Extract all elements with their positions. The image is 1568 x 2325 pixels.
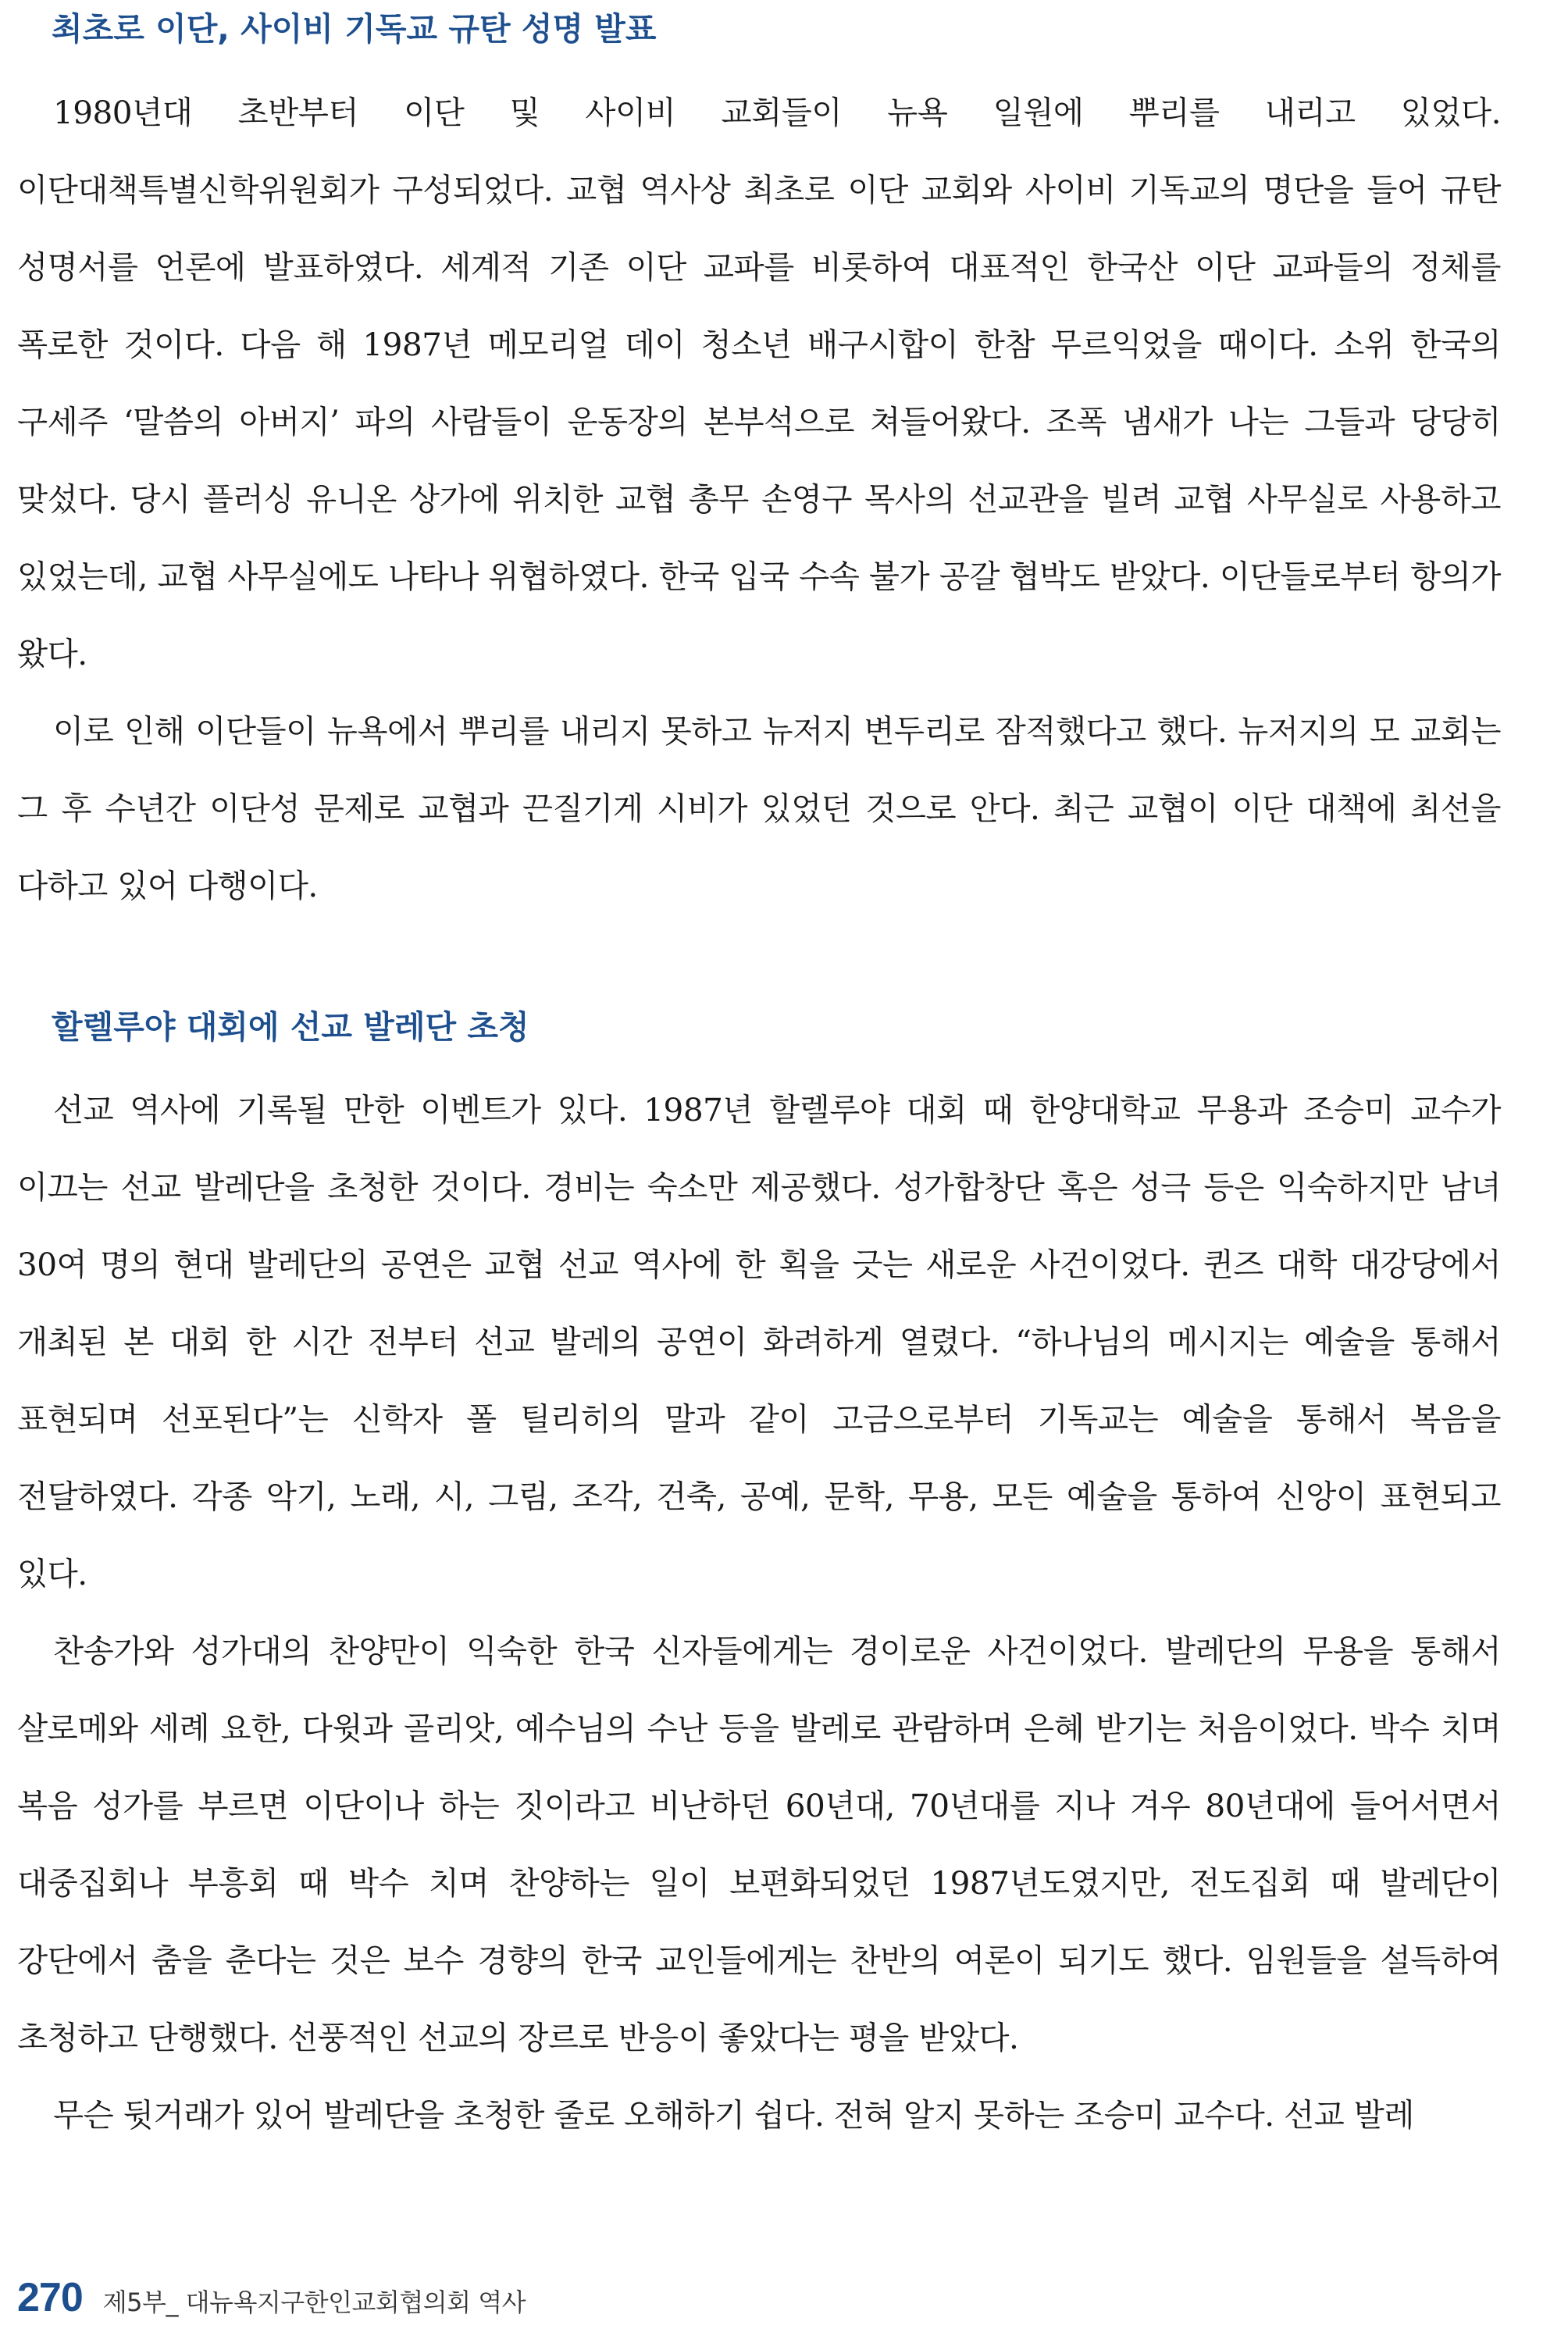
paragraph: 선교 역사에 기록될 만한 이벤트가 있다. 1987년 할렐루야 대회 때 한양대학교 무용과 조승미 교수가 이끄는 선교 발레단을 초청한 것이다. 경비는 숙소만 제공했다. 성가합창단 혹은 성극 등은 익숙하지만 남녀 30여 명의 현대 발레단의 공연은 교협 선교 역사에 한 획을 긋는 새로운 사건이었다. 퀸즈 대학 대강당에서 개최된 본 대회 한 시간 전부터 선교 발레의 공연이 화려하게 열렸다. “하나님의 메시지는 예술을 통해서 표현되며 선포된다”는 신학자 폴 틸리히의 말과 같이 고금으로부터 기독교는 예술을 통해서 복음을 전달하였다. 각종 악기, 노래, 시, 그림, 조각, 건축, 공예, 문학, 무용, 모든 예술을 통하여 신앙이 표현되고 있다.	[17, 1091, 1501, 1592]
page-footer	[17, 2274, 526, 2321]
section-body-ballet	[17, 1072, 1501, 2154]
paragraph: 무슨 뒷거래가 있어 발레단을 초청한 줄로 오해하기 쉽다. 전혀 알지 못하는 조승미 교수다. 선교 발레	[53, 2096, 1414, 2134]
paragraph: 찬송가와 성가대의 찬양만이 익숙한 한국 신자들에게는 경이로운 사건이었다. 발레단의 무용을 통해서 살로메와 세례 요한, 다윗과 골리앗, 예수님의 수난 등을 발레로 관람하며 은혜 받기는 처음이었다. 박수 치며 복음 성가를 부르면 이단이나 하는 짓이라고 비난하던 60년대, 70년대를 지나 겨우 80년대에 들어서면서 대중집회나 부흥회 때 박수 치며 찬양하는 일이 보편화되었던 1987년도였지만, 전도집회 때 발레단이 강단에서 춤을 춘다는 것은 보수 경향의 한국 교인들에게는 찬반의 여론이 되기도 했다. 임원들을 설득하여 초청하고 단행했다. 선풍적인 선교의 장르로 반응이 좋았다는 평을 받았다.	[17, 1632, 1501, 2056]
section-heading-heresy: 최초로 이단, 사이비 기독교 규탄 성명 발표	[52, 10, 657, 48]
paragraph: 이로 인해 이단들이 뉴욕에서 뿌리를 내리지 못하고 뉴저지 변두리로 잠적했다고 했다. 뉴저지의 모 교회는 그 후 수년간 이단성 문제로 교협과 끈질기게 시비가 있었던 것으로 안다. 최근 교협이 이단 대책에 최선을 다하고 있어 다행이다.	[17, 712, 1501, 904]
paragraph: 1980년대 초반부터 이단 및 사이비 교회들이 뉴욕 일원에 뿌리를 내리고 있었다. 이단대책특별신학위원회가 구성되었다. 교협 역사상 최초로 이단 교회와 사이비 기독교의 명단을 들어 규탄 성명서를 언론에 발표하였다. 세계적 기존 이단 교파를 비롯하여 대표적인 한국산 이단 교파들의 정체를 폭로한 것이다. 다음 해 1987년 메모리얼 데이 청소년 배구시합이 한참 무르익었을 때이다. 소위 한국의 구세주 ‘말씀의 아버지’ 파의 사람들이 운동장의 본부석으로 쳐들어왔다. 조폭 냄새가 나는 그들과 당당히 맞섰다. 당시 플러싱 유니온 상가에 위치한 교협 총무 손영구 목사의 선교관을 빌려 교협 사무실로 사용하고 있었는데, 교협 사무실에도 나타나 위협하였다. 한국 입국 수속 불가 공갈 협박도 받았다. 이단들로부터 항의가 왔다.	[17, 94, 1501, 672]
running-title: 제5부_ 대뉴욕지구한인교회협의회 역사	[102, 2288, 526, 2317]
section-body-heresy	[17, 74, 1501, 925]
page-number: 270	[17, 2275, 83, 2320]
section-heading-ballet: 할렐루야 대회에 선교 발레단 초청	[52, 1008, 529, 1046]
